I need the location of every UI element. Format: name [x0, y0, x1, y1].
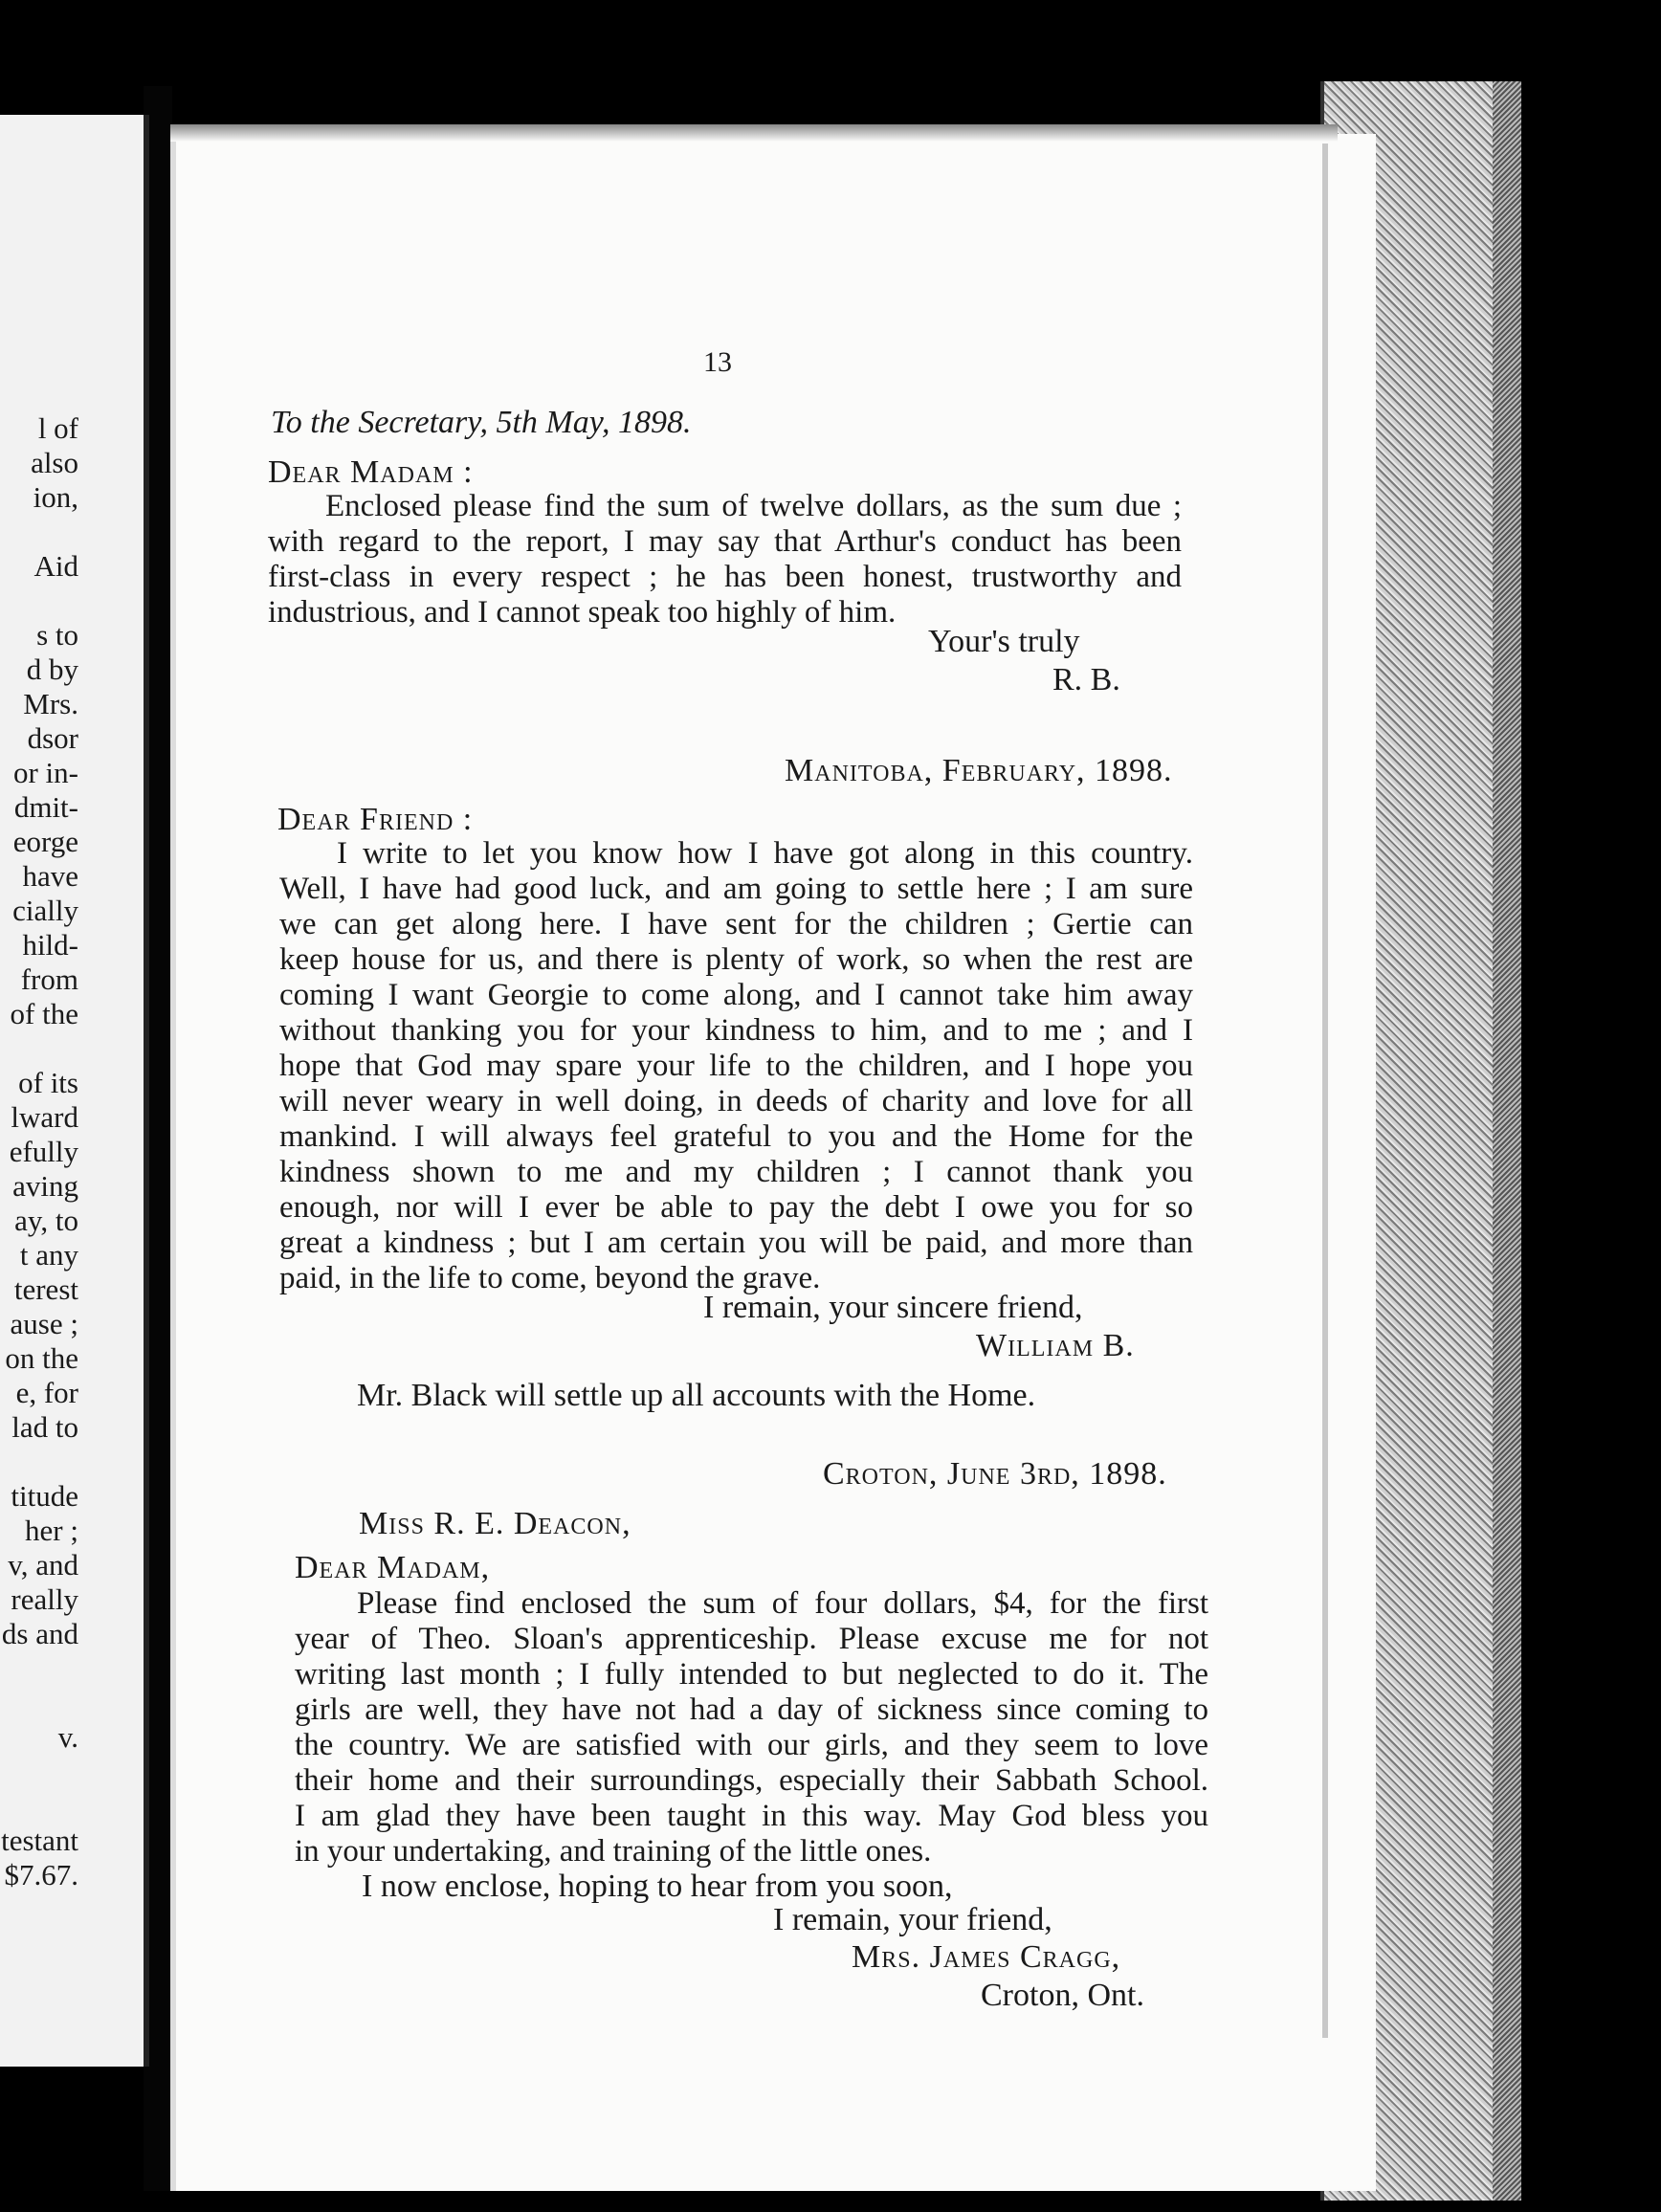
letter3-line: girls are well, they have not had a day of sickness since coming to — [295, 1692, 1208, 1727]
left-line — [0, 1651, 144, 1686]
left-line: have — [22, 859, 78, 893]
left-line — [0, 1789, 144, 1824]
left-line: also — [31, 446, 78, 479]
left-line: on the — [5, 1341, 78, 1375]
left-line: from — [20, 962, 78, 996]
left-line: dsor — [27, 721, 78, 755]
left-line: of the — [10, 997, 78, 1030]
letter1-line: first-class in every respect ; he has been honest, trustworthy and — [268, 560, 1182, 594]
letter2-line: hope that God may spare your life to the children, and I hope you — [279, 1049, 1193, 1083]
left-line — [0, 515, 144, 549]
left-line: or in- — [12, 756, 78, 789]
letter3-line: the country. We are satisfied with our girls, and they seem to love — [295, 1728, 1208, 1762]
left-line: ay, to — [14, 1204, 78, 1237]
left-line — [0, 1686, 144, 1720]
left-line — [0, 584, 144, 618]
book-cover-edge — [1493, 81, 1521, 2201]
letter1-body — [268, 489, 1182, 630]
left-line — [0, 1445, 144, 1479]
letter2-line: we can get along here. I have sent for the children ; Gertie can — [279, 907, 1193, 941]
left-line: ds and — [1, 1617, 78, 1650]
letter2-line: enough, nor will I ever be able to pay the debt I owe you for so — [279, 1190, 1193, 1225]
left-line: v. — [57, 1720, 78, 1754]
left-line: Mrs. — [23, 687, 78, 720]
letter3-line: year of Theo. Sloan's apprenticeship. Please excuse me for not — [295, 1622, 1208, 1656]
left-line: lad to — [11, 1410, 78, 1444]
left-line — [0, 1031, 144, 1066]
letter2-line: Well, I have had good luck, and am going to settle here ; I am sure — [279, 872, 1193, 906]
letter1-heading: To the Secretary, 5th May, 1898. — [271, 405, 692, 440]
left-line: t any — [19, 1238, 78, 1272]
left-line: d by — [26, 653, 78, 686]
left-line: ion, — [33, 480, 78, 514]
letter3-line: in your undertaking, and training of the little ones. — [295, 1834, 932, 1869]
left-line: her ; — [25, 1514, 78, 1547]
letter2-line: kindness shown to me and my children ; I cannot thank you — [279, 1155, 1193, 1189]
letter2-line: paid, in the life to come, beyond the grave. — [279, 1261, 821, 1295]
letter2-salutation: Dear Friend : — [277, 802, 474, 837]
letter2-postscript: Mr. Black will settle up all accounts with the Home. — [357, 1378, 1036, 1413]
letter3-body — [295, 1586, 1208, 1869]
left-line: efully — [9, 1135, 78, 1168]
letter2-line: coming I want Georgie to come along, and I cannot take him away — [279, 978, 1193, 1012]
letter3-place: Croton, Ont. — [981, 1978, 1144, 2013]
letter3-salutation: Dear Madam, — [295, 1550, 491, 1585]
letter1-line: Enclosed please find the sum of twelve dollars, as the sum due ; — [325, 489, 1182, 523]
letter2-closing: I remain, your sincere friend, — [703, 1290, 1083, 1325]
left-line: Aid — [33, 549, 78, 583]
left-line: cially — [12, 894, 78, 927]
letter3-line: their home and their surroundings, especially their Sabbath School. — [295, 1763, 1208, 1798]
left-line: s to — [36, 618, 78, 652]
left-line — [0, 1755, 144, 1789]
left-line: titude — [11, 1479, 78, 1513]
letter1-closing: Your's truly — [928, 624, 1080, 659]
left-line: l of — [37, 411, 78, 445]
letter2-heading: Manitoba, February, 1898. — [785, 753, 1173, 788]
letter2-line: great a kindness ; but I am certain you will be paid, and more than — [279, 1226, 1193, 1260]
left-line: really — [11, 1582, 78, 1616]
left-page-text — [0, 411, 144, 1892]
letter1-signature: R. B. — [1052, 662, 1120, 697]
letter2-line: without thanking you for your kindness to him, and to me ; and I — [279, 1013, 1193, 1048]
letter2-line: keep house for us, and there is plenty of work, so when the rest are — [279, 942, 1193, 977]
letter2-line: will never weary in well doing, in deeds of charity and love for all — [279, 1084, 1193, 1118]
letter3-line: writing last month ; I fully intended to but neglected to do it. The — [295, 1657, 1208, 1692]
left-line: testant — [1, 1824, 78, 1857]
letter2-signature: William B. — [976, 1328, 1135, 1363]
page-top-shadow — [170, 124, 1338, 142]
left-line: hild- — [22, 928, 78, 962]
letter1-line: industrious, and I cannot speak too highly of him. — [268, 595, 897, 630]
page-edge-line — [1322, 144, 1328, 2038]
letter1-line: with regard to the report, I may say that Arthur's conduct has been — [268, 524, 1182, 559]
left-line: terest — [13, 1272, 78, 1306]
letter3-addressee: Miss R. E. Deacon, — [359, 1506, 631, 1541]
letter3-closing: I remain, your friend, — [773, 1902, 1052, 1937]
left-line: of its — [18, 1066, 78, 1099]
letter1-salutation: Dear Madam : — [268, 454, 474, 490]
left-line: e, for — [15, 1376, 78, 1409]
left-line: $7.67. — [4, 1858, 78, 1891]
left-line: dmit- — [13, 790, 78, 824]
page-number: 13 — [703, 346, 732, 378]
left-page — [0, 115, 149, 2067]
letter3-line: I am glad they have been taught in this way. May God bless you — [295, 1799, 1208, 1833]
left-line: ause ; — [10, 1307, 78, 1340]
left-line: aving — [12, 1169, 78, 1203]
letter2-line: mankind. I will always feel grateful to you and the Home for the — [279, 1119, 1193, 1154]
letter3-line: Please find enclosed the sum of four dollars, $4, for the first — [357, 1586, 1208, 1621]
left-line: eorge — [12, 825, 78, 858]
letter2-line: I write to let you know how I have got along in this country. — [337, 836, 1193, 871]
letter3-final-line: I now enclose, hoping to hear from you soon, — [362, 1869, 953, 1904]
letter2-body — [279, 836, 1193, 1296]
left-line: lward — [11, 1100, 78, 1134]
letter3-heading: Croton, June 3rd, 1898. — [823, 1456, 1167, 1492]
left-line: v, and — [8, 1548, 78, 1582]
letter3-signature: Mrs. James Cragg, — [852, 1939, 1121, 1975]
